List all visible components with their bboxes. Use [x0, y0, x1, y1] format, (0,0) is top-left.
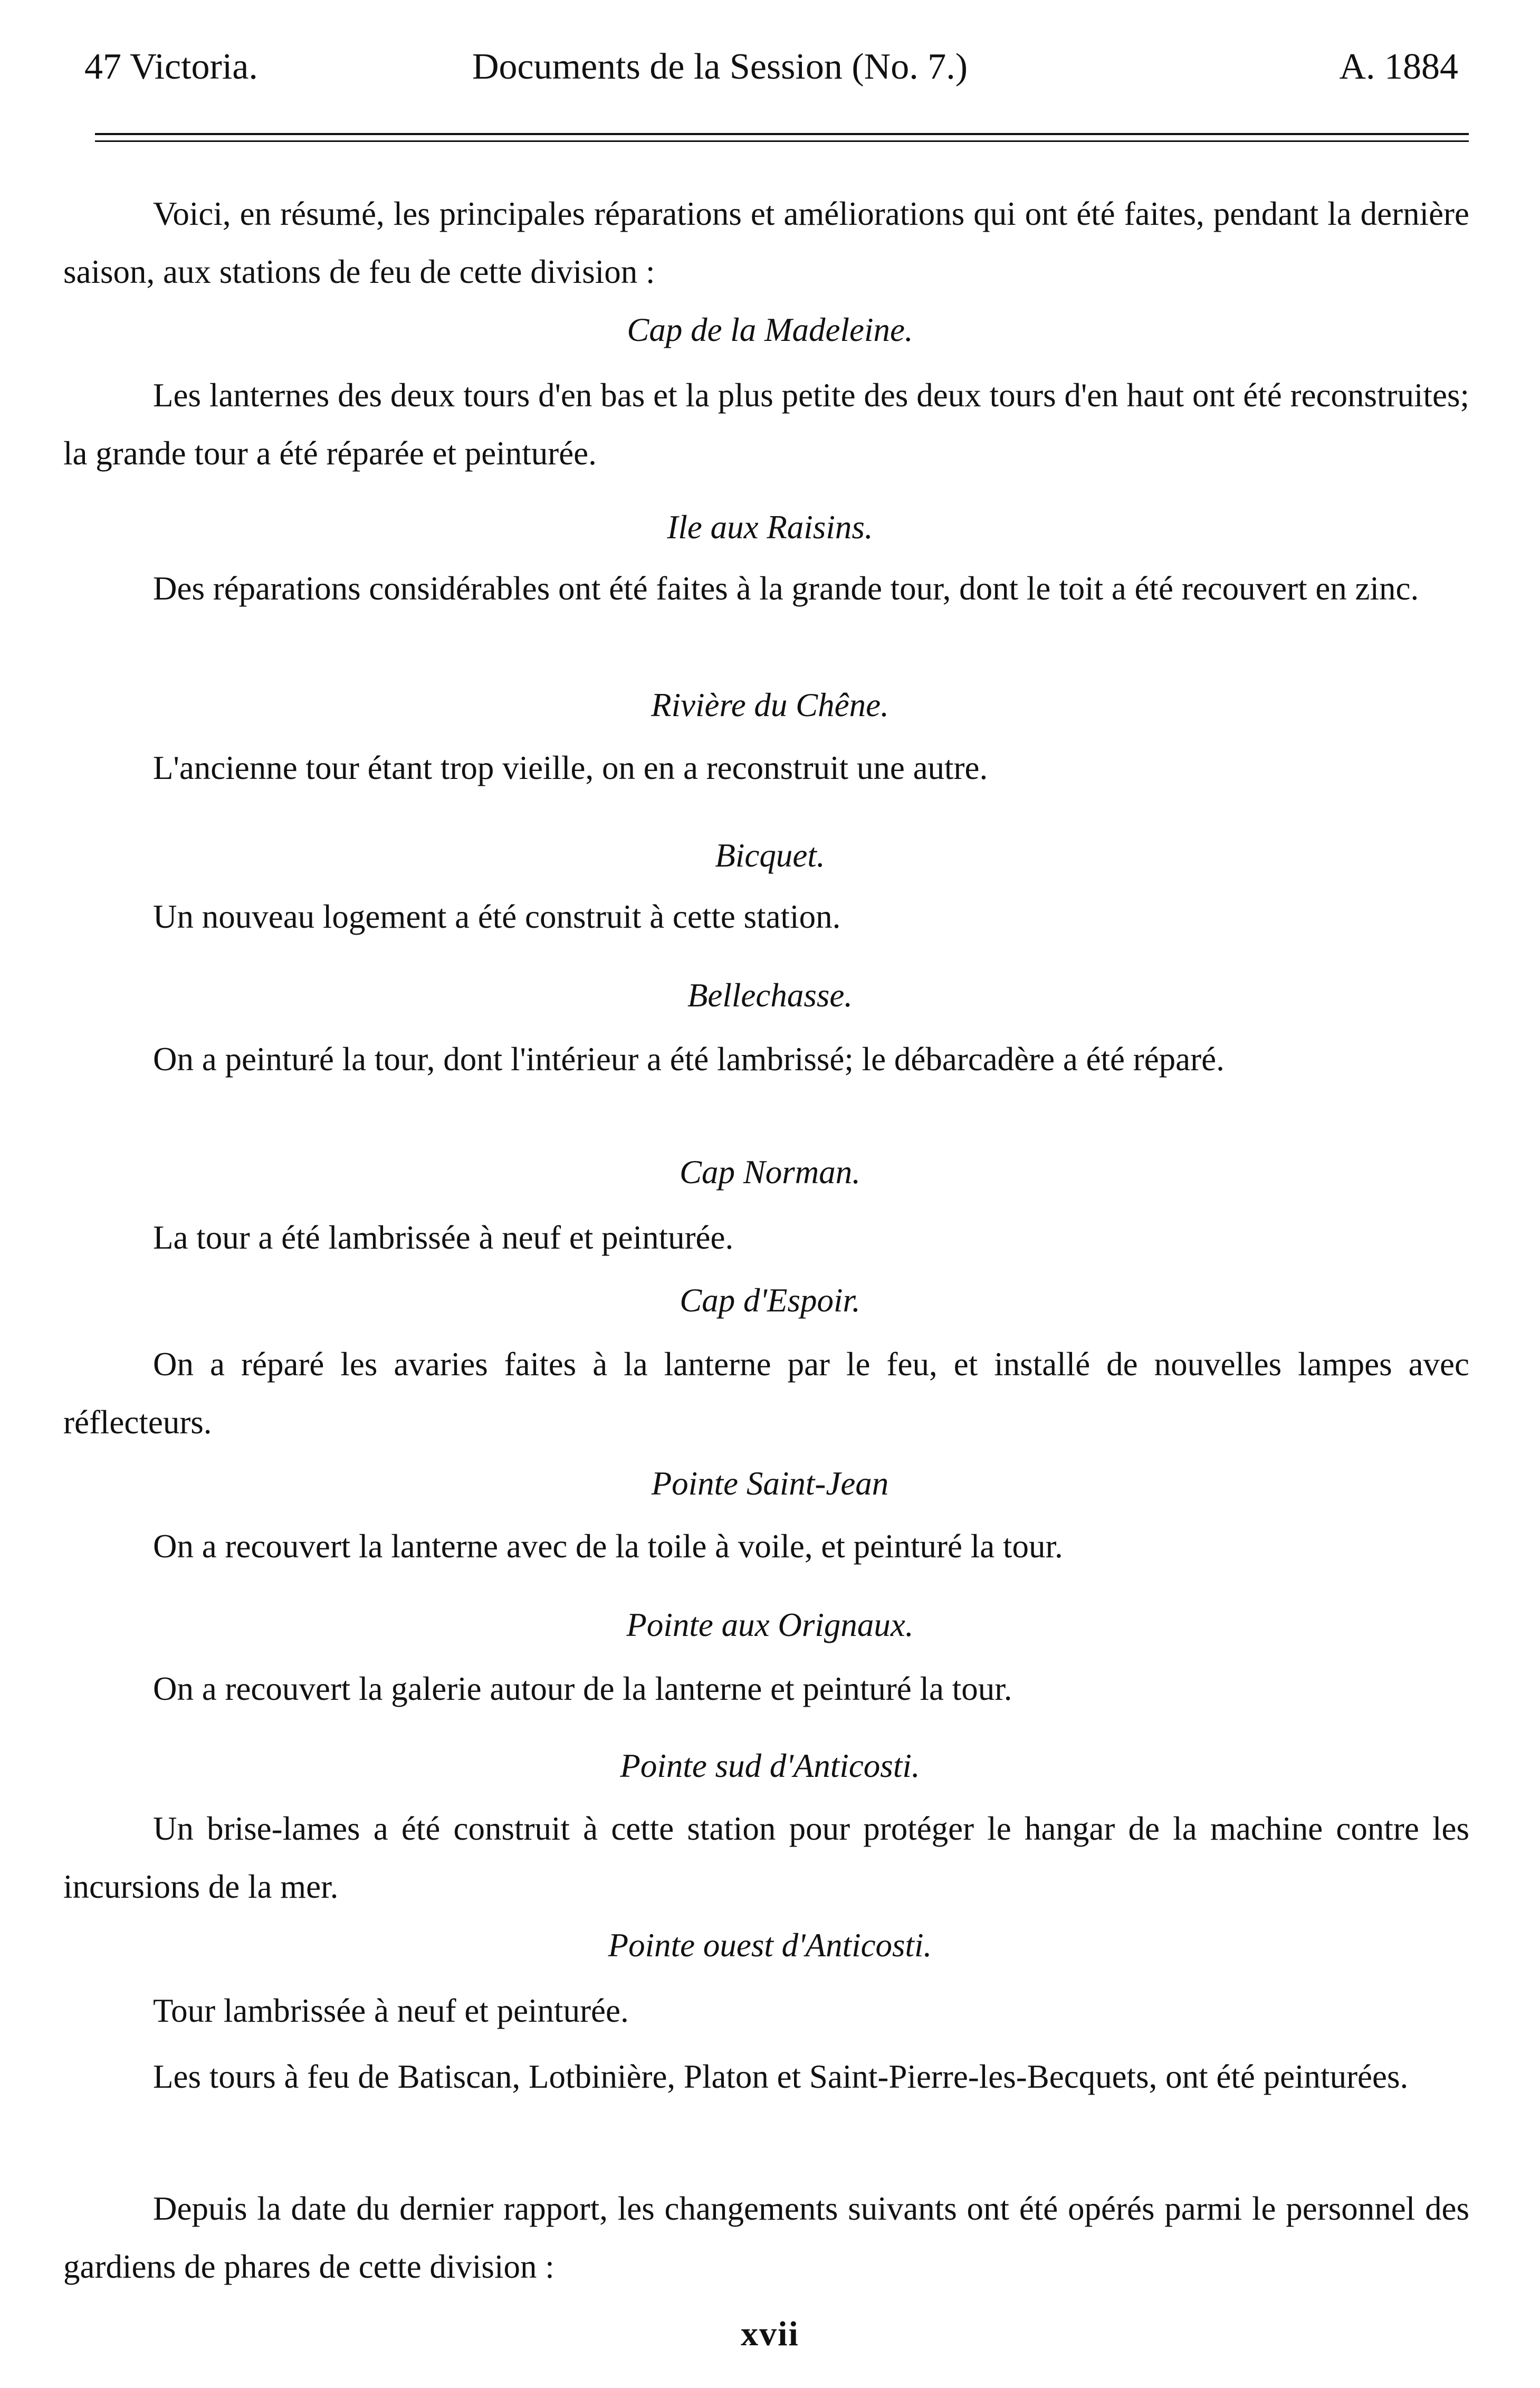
section-paragraph: Un brise-lames a été construit à cette station pour protéger le hangar de la machine contre les incursions de la mer.	[63, 1810, 1469, 1905]
section-paragraph: On a recouvert la lanterne avec de la toile à voile, et peinturé la tour.	[153, 1528, 1063, 1565]
section-heading: Cap Norman.	[679, 1154, 861, 1191]
section-heading: Cap de la Madeleine.	[627, 311, 913, 348]
section-heading: Rivière du Chêne.	[651, 687, 889, 724]
running-header-left: 47 Victoria.	[84, 46, 258, 87]
page-number: xvii	[741, 2315, 799, 2353]
section-paragraph: On a réparé les avaries faites à la lanterne par le feu, et installé de nouvelles lampes avec réflecteurs.	[63, 1346, 1469, 1441]
running-header-center: Documents de la Session (No. 7.)	[472, 46, 968, 87]
section-heading: Pointe ouest d'Anticosti.	[608, 1927, 932, 1964]
section-paragraph: La tour a été lambrissée à neuf et peinturée.	[153, 1219, 734, 1256]
section-paragraph: L'ancienne tour étant trop vieille, on en a reconstruit une autre.	[153, 749, 988, 786]
section-heading: Bicquet.	[715, 837, 825, 874]
section-heading: Pointe sud d'Anticosti.	[620, 1747, 920, 1784]
section-heading: Cap d'Espoir.	[680, 1282, 860, 1319]
running-header-right: A. 1884	[1339, 46, 1458, 87]
section-heading: Pointe Saint-Jean	[651, 1465, 889, 1502]
personnel-changes-paragraph: Depuis la date du dernier rapport, les changements suivants ont été opérés parmi le personnel des gardiens de phares de cette division :	[63, 2190, 1469, 2285]
header-rule-bottom	[95, 140, 1469, 142]
intro-paragraph: Voici, en résumé, les principales réparations et améliorations qui ont été faites, pendant la dernière saison, aux stations de feu de cette division :	[63, 195, 1469, 290]
section-paragraph: On a peinturé la tour, dont l'intérieur a été lambrissé; le débarcadère a été réparé.	[153, 1041, 1225, 1078]
section-heading: Pointe aux Orignaux.	[626, 1606, 914, 1643]
section-paragraph: Les lanternes des deux tours d'en bas et la plus petite des deux tours d'en haut ont été reconstruites; la grande tour a été réparée et peinturée.	[63, 377, 1469, 472]
header-rule-top	[95, 133, 1469, 135]
section-paragraph: Tour lambrissée à neuf et peinturée.	[153, 1992, 629, 2029]
batiscan-paragraph: Les tours à feu de Batiscan, Lotbinière, Platon et Saint-Pierre-les-Becquets, ont été peinturées.	[153, 2058, 1409, 2095]
section-heading: Ile aux Raisins.	[667, 509, 873, 546]
section-paragraph: On a recouvert la galerie autour de la lanterne et peinturé la tour.	[153, 1670, 1012, 1707]
section-heading: Bellechasse.	[687, 977, 853, 1014]
section-paragraph: Des réparations considérables ont été faites à la grande tour, dont le toit a été recouvert en zinc.	[153, 570, 1419, 607]
section-paragraph: Un nouveau logement a été construit à cette station.	[153, 898, 841, 935]
